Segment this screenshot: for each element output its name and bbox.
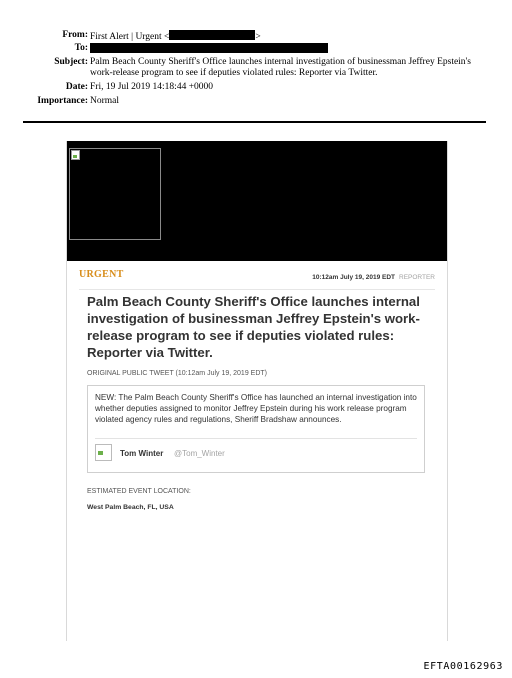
location-value: West Palm Beach, FL, USA (87, 504, 174, 511)
tweet-card[interactable] (87, 385, 425, 473)
alert-card (66, 141, 448, 641)
alert-timestamp: 10:12am July 19, 2019 EDT (312, 274, 395, 281)
tweet-text: NEW: The Palm Beach County Sheriff's Office has launched an internal investigation into whether deputies assigned to monitor Jeffrey Epstein during his work release program violated agency rules and regulations, Sheriff Bradshaw announces. (95, 393, 417, 424)
tweet-author[interactable]: Tom Winter (120, 449, 164, 458)
to-label: To: (74, 43, 88, 53)
avatar (95, 444, 112, 461)
alert-headline: Palm Beach County Sheriff's Office launches internal investigation of businessman Jeffrey Epstein's work-release program to see if deputies violated rules: Reporter via Twitter. (87, 294, 420, 360)
urgency-badge: URGENT (79, 269, 124, 280)
importance-value: Normal (90, 96, 120, 106)
subject-value: Palm Beach County Sheriff's Office launches internal investigation of businessman Jeffrey Epstein's work-release program to see if deputies violated rules: Reporter via Twitter. (90, 57, 471, 78)
alert-banner (67, 141, 447, 261)
from-sender-end: > (255, 32, 261, 42)
to-redaction (90, 43, 328, 53)
from-label: From: (62, 30, 88, 40)
document-id: EFTA00162963 (423, 661, 503, 672)
alert-meta (312, 274, 435, 281)
location-label: ESTIMATED EVENT LOCATION: (87, 488, 191, 495)
broken-image-icon (71, 150, 80, 160)
date-label: Date: (65, 82, 88, 92)
alert-source-tag: REPORTER (399, 274, 435, 281)
alert-meta-bar (79, 269, 435, 290)
subject-label: Subject: (54, 57, 88, 67)
from-value (90, 30, 490, 43)
tweet-label: ORIGINAL PUBLIC TWEET (10:12am July 19, 2019 EDT) (87, 370, 267, 377)
header-divider (23, 121, 486, 123)
tweet-handle[interactable]: @Tom_Winter (174, 449, 225, 458)
from-sender: First Alert | Urgent < (90, 32, 170, 42)
from-redaction (169, 30, 255, 40)
banner-image (69, 148, 161, 240)
tweet-divider (95, 438, 417, 439)
to-value (90, 43, 490, 56)
date-value: Fri, 19 Jul 2019 14:18:44 +0000 (90, 82, 214, 92)
importance-label: Importance: (37, 96, 88, 106)
